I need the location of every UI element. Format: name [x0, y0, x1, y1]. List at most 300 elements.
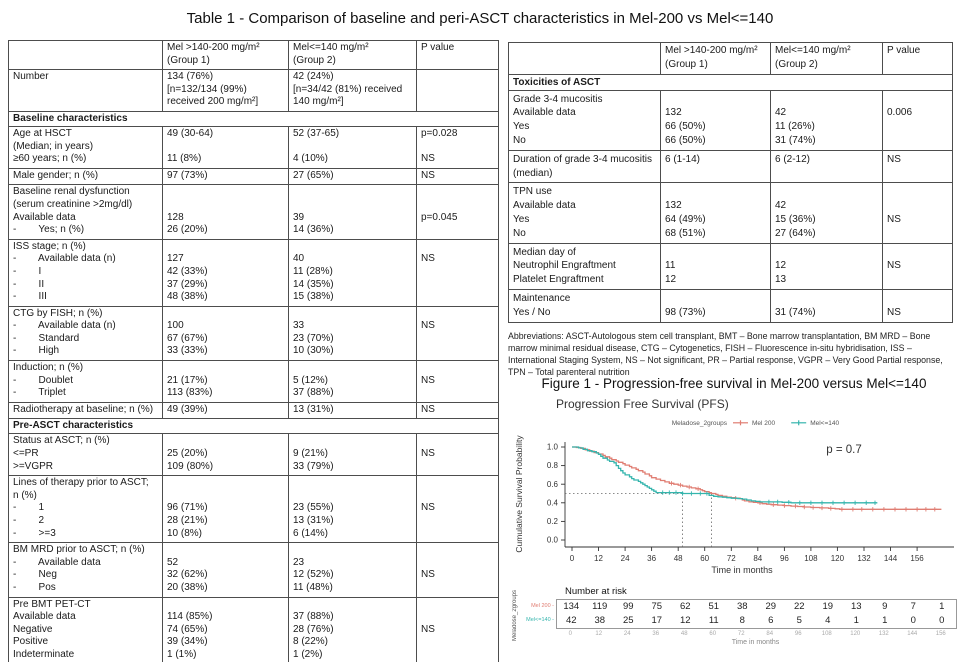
cell-line: 6 (1-14) [665, 153, 701, 165]
value-cell [417, 543, 499, 597]
table-row [509, 150, 953, 183]
cell-line: CTG by FISH; n (%) [13, 307, 103, 319]
page-title: Table 1 - Comparison of baseline and peri-ASCT characteristics in Mel-200 vs Mel<=140 [186, 10, 774, 27]
risk-count: 8 [739, 615, 745, 626]
risk-count: 13 [850, 601, 862, 612]
value-cell [163, 70, 289, 112]
cell-line [665, 292, 766, 306]
x-tick-label: 48 [673, 554, 683, 563]
cell-line: - III [13, 291, 47, 303]
cell-line [775, 246, 878, 260]
cell-line: Radiotherapy at baseline; n (%) [13, 403, 154, 415]
value-cell [289, 168, 417, 185]
cell-line: 10 (8%) [167, 527, 203, 539]
cell-line: 33 [293, 320, 305, 332]
cell-line: 5 (12%) [293, 374, 329, 386]
table-row [9, 306, 499, 360]
cell-line: 28 (76%) [293, 623, 334, 635]
cell-line: Baseline renal dysfunction [13, 186, 130, 198]
y-tick-label: 1.0 [546, 442, 558, 452]
cell-line: 48 (38%) [167, 291, 208, 303]
cell-line: Lines of therapy prior to ASCT; [13, 477, 149, 489]
risk-count: 12 [679, 615, 691, 626]
cell-line: NS [421, 320, 435, 332]
cell-line: 52 (37-65) [293, 127, 340, 139]
cell-line: Available data [513, 200, 576, 212]
risk-time-tick: 96 [794, 631, 802, 637]
risk-count: 1 [882, 615, 888, 626]
cell-line: Platelet Engraftment [513, 274, 604, 286]
risk-time-tick: 84 [766, 631, 774, 637]
cell-line [421, 308, 494, 321]
cell-line [421, 141, 494, 154]
cell-line: - 1 [13, 502, 45, 514]
cell-line: 23 [293, 556, 305, 568]
cell-line [167, 544, 284, 557]
cell-line: 109 (80%) [167, 460, 214, 472]
header-cell [771, 43, 883, 75]
cell-line: - Available data [13, 556, 101, 568]
value-cell [289, 239, 417, 306]
cell-line: Duration of grade 3-4 mucositis [513, 153, 652, 165]
cell-line: 52 [167, 556, 179, 568]
y-axis-title: Cumulative Survival Probability [514, 435, 524, 553]
x-tick-label: 132 [857, 554, 871, 563]
cell-line: 100 [167, 320, 184, 332]
header-cell [417, 41, 499, 70]
risk-count: 11 [708, 615, 719, 626]
value-cell [163, 597, 289, 662]
cell-line: NS [421, 153, 435, 165]
cell-line: - Standard [13, 332, 80, 344]
cell-line [421, 435, 494, 448]
value-cell [163, 185, 289, 239]
cell-line [887, 120, 948, 134]
cell-line: 66 (50%) [665, 121, 706, 133]
cell-line: 98 (73%) [665, 306, 706, 318]
cell-line: 21 (17%) [167, 374, 208, 386]
cell-line: - Available data (n) [13, 320, 116, 332]
cell-line: 11 (8%) [167, 153, 202, 165]
risk-count: 119 [592, 601, 608, 612]
cell-line: 128 [167, 211, 184, 223]
y-tick-label: 0.4 [546, 498, 558, 508]
cell-line [421, 345, 494, 358]
cell-line [887, 246, 948, 260]
cell-line [421, 461, 494, 474]
value-cell [289, 306, 417, 360]
value-cell [417, 126, 499, 168]
cell-line [293, 435, 412, 448]
cell-line [293, 544, 412, 557]
value-cell [661, 90, 771, 150]
cell-line: Induction; n (%) [13, 362, 84, 374]
cell-line [421, 279, 494, 292]
x-tick-label: 144 [883, 554, 898, 563]
row-label-cell [9, 476, 163, 543]
value-cell [417, 476, 499, 543]
risk-time-axis [556, 631, 955, 637]
cell-line: 33 (79%) [293, 460, 334, 472]
cell-line [167, 186, 284, 199]
x-tick-label: 120 [830, 554, 845, 563]
cell-line: Positive [13, 636, 49, 648]
cell-line: p=0.045 [421, 211, 458, 223]
cell-line [421, 528, 494, 541]
cell-line: 127 [167, 253, 184, 265]
x-tick-label: 156 [910, 554, 924, 563]
table-row [509, 289, 953, 322]
value-cell [661, 289, 771, 322]
cell-line: 11 (26%) [775, 121, 815, 133]
cell-line: No [513, 227, 526, 239]
cell-line: 8 (22%) [293, 636, 329, 648]
cell-line [513, 44, 656, 58]
x-tick-label: 96 [779, 554, 789, 563]
value-cell [771, 150, 883, 183]
cell-line [421, 636, 494, 649]
baseline-characteristics-table [8, 40, 499, 662]
cell-line: 49 (39%) [167, 403, 208, 415]
header-empty-cell [9, 41, 163, 70]
x-tick-label: 12 [594, 554, 603, 563]
table-row [9, 402, 499, 419]
cell-line [775, 167, 878, 181]
cell-line [421, 224, 494, 237]
cell-line: - Doublet [13, 374, 74, 386]
cell-line [421, 557, 494, 570]
cell-line: 13 (31%) [293, 403, 334, 415]
risk-time-tick: 132 [878, 631, 889, 637]
cell-line [887, 273, 948, 287]
cell-line: NS [887, 260, 901, 272]
cell-line: Available data [13, 211, 76, 223]
value-cell [417, 361, 499, 403]
cell-line [293, 308, 412, 321]
cell-line [167, 199, 284, 212]
risk-count: 17 [651, 615, 663, 626]
cell-line: 28 (21%) [167, 515, 208, 526]
cell-line: NS [887, 153, 901, 165]
value-cell [417, 402, 499, 419]
risk-count: 25 [622, 615, 634, 626]
row-label-cell [9, 543, 163, 597]
table-row [9, 70, 499, 112]
cell-line: 11 [665, 260, 676, 272]
cell-line: 6 (2-12) [775, 153, 811, 165]
x-tick-label: 72 [726, 554, 736, 563]
cell-line [887, 93, 948, 107]
cell-line: 13 (31%) [293, 515, 334, 526]
row-label-cell [509, 90, 661, 150]
cell-line [13, 42, 158, 55]
cell-line: 12 [775, 260, 787, 272]
cell-line: - Triplet [13, 387, 66, 399]
cell-line: 140 mg/m²] [293, 96, 344, 108]
cell-line: NS [421, 502, 435, 514]
table-row [9, 168, 499, 185]
figure-title: Figure 1 - Progression-free survival in Mel-200 versus Mel<=140 [541, 376, 927, 391]
risk-count: 62 [679, 601, 691, 612]
cell-line: 14 (35%) [293, 278, 334, 290]
cell-line: 132 [665, 107, 682, 119]
row-label-cell [9, 402, 163, 419]
cell-line: 11 (28%) [293, 265, 333, 277]
cell-line: - 2 [13, 515, 45, 526]
cell-line: 68 (51%) [665, 227, 706, 239]
risk-count: 5 [796, 615, 802, 626]
cell-line: p=0.028 [421, 127, 458, 139]
cell-line: Male gender; n (%) [13, 169, 99, 181]
cell-line [167, 435, 284, 448]
cell-line: (Group 2) [293, 54, 336, 66]
row-label-cell [9, 126, 163, 168]
risk-count: 1 [853, 615, 859, 626]
kaplan-meier-chart [512, 412, 960, 585]
header-cell [661, 43, 771, 75]
table-row [9, 111, 499, 126]
cell-line [421, 199, 494, 212]
value-cell [661, 150, 771, 183]
cell-line [421, 599, 494, 612]
cell-line [421, 266, 494, 279]
row-label-cell [9, 306, 163, 360]
figure-subtitle: Progression Free Survival (PFS) [556, 397, 729, 411]
cell-line: 31 (74%) [775, 306, 816, 318]
value-cell [661, 183, 771, 243]
cell-line [167, 490, 284, 503]
section-header-cell: Baseline characteristics [9, 111, 499, 126]
cell-line: 12 [665, 274, 677, 286]
cell-line: 74 (65%) [167, 623, 208, 635]
cell-line: 12 (52%) [293, 569, 334, 581]
cell-line: P value [421, 42, 455, 53]
cell-line: - I [13, 265, 42, 277]
risk-time-axis-label: Time in months [731, 639, 780, 646]
row-label-cell [9, 70, 163, 112]
number-at-risk-table [556, 599, 957, 629]
value-cell [289, 185, 417, 239]
risk-time-tick: 60 [709, 631, 717, 637]
cell-line: Yes / No [513, 306, 551, 318]
risk-count: 42 [565, 615, 577, 626]
value-cell [163, 476, 289, 543]
toxicities-table [508, 42, 953, 323]
cell-line: Maintenance [513, 292, 571, 304]
value-cell [417, 434, 499, 476]
cell-line [421, 71, 494, 84]
p-value-annotation: p = 0.7 [826, 444, 862, 456]
cell-line: NS [887, 306, 901, 318]
x-tick-label: 84 [753, 554, 763, 563]
cell-line: - Neg [13, 569, 57, 581]
cell-line [421, 649, 494, 662]
cell-line [421, 387, 494, 400]
cell-line [421, 544, 494, 557]
y-tick-label: 0.6 [546, 479, 558, 489]
cell-line: (Group 2) [775, 58, 818, 70]
cell-line: NS [421, 253, 435, 265]
cell-line: NS [421, 623, 435, 635]
value-cell [771, 289, 883, 322]
risk-count: 0 [939, 615, 945, 626]
cell-line [887, 134, 948, 148]
cell-line [293, 362, 412, 375]
value-cell [289, 70, 417, 112]
value-cell [289, 361, 417, 403]
cell-line: 132 [665, 200, 682, 212]
table-row [9, 419, 499, 434]
number-at-risk-title: Number at risk [565, 586, 627, 597]
value-cell [771, 183, 883, 243]
value-cell [289, 402, 417, 419]
section-header-cell: Toxicities of ASCT [509, 74, 953, 90]
value-cell [883, 289, 953, 322]
value-cell [883, 183, 953, 243]
cell-line: 10 (30%) [293, 345, 334, 357]
table-row [9, 597, 499, 662]
cell-line: 9 (21%) [293, 448, 329, 460]
cell-line: 23 (55%) [293, 502, 334, 514]
cell-line [293, 477, 412, 490]
risk-time-tick: 144 [907, 631, 918, 637]
cell-line: NS [887, 213, 901, 225]
cell-line [665, 93, 766, 107]
value-cell [417, 168, 499, 185]
row-label-cell [509, 243, 661, 289]
cell-line [421, 477, 494, 490]
cell-line: 25 (20%) [167, 448, 208, 460]
cell-line [167, 599, 284, 612]
cell-line: ≥60 years; n (%) [13, 153, 87, 165]
cell-line [167, 141, 284, 154]
cell-line: NS [421, 569, 435, 581]
abbreviations-note: Abbreviations: ASCT-Autologous stem cell transplant, BMT – Bone marrow transplantation, BM MRD – Bone marrow minimal residual disease, CTG – Cytogenetics, FISH – Fluorescence in-situ hybridisation, ISS – International Staging System, NS – Not significant, PR – Partial response, VGPR – Very Good Partial response, TPN – Total parenteral nutrition [508, 331, 943, 377]
cell-line [421, 611, 494, 624]
section-header-cell: Pre-ASCT characteristics [9, 419, 499, 434]
cell-line: 15 (38%) [293, 291, 334, 303]
cell-line [293, 186, 412, 199]
cell-line: Median day of [513, 246, 576, 258]
cell-line: 13 [775, 274, 787, 286]
cell-line [421, 241, 494, 254]
risk-count: 134 [563, 601, 580, 612]
cell-line: BM MRD prior to ASCT; n (%) [13, 544, 145, 556]
table-row [9, 476, 499, 543]
cell-line: Mel >140-200 mg/m² [167, 42, 260, 53]
cell-line: Negative [13, 623, 53, 635]
risk-count: 29 [765, 601, 777, 612]
row-label-cell [9, 361, 163, 403]
cell-line: No [513, 134, 526, 146]
cell-line [775, 185, 878, 199]
cell-line: [n=34/42 (81%) received [293, 83, 403, 95]
cell-line: NS [421, 403, 435, 415]
value-cell [883, 243, 953, 289]
x-tick-label: 0 [569, 554, 575, 563]
cell-line: 39 [293, 211, 305, 223]
risk-count: 1 [939, 601, 945, 612]
value-cell [417, 239, 499, 306]
cell-line: TPN use [513, 186, 552, 198]
value-cell [289, 543, 417, 597]
risk-count: 99 [622, 601, 634, 612]
header-cell [289, 41, 417, 70]
risk-axis-label: Meladose_2groups [512, 589, 518, 641]
risk-time-tick: 48 [680, 631, 688, 637]
cell-line: 49 (30-64) [167, 127, 214, 139]
risk-time-tick: 156 [935, 631, 946, 637]
cell-line: 33 (33%) [167, 345, 208, 357]
cell-line: 4 (10%) [293, 153, 329, 165]
risk-time-tick: 72 [737, 631, 745, 637]
cell-line [665, 167, 766, 181]
cell-line [887, 199, 948, 213]
row-label-cell [9, 168, 163, 185]
table-row [9, 361, 499, 403]
value-cell [883, 90, 953, 150]
cell-line: 32 (62%) [167, 569, 208, 581]
cell-line [665, 185, 766, 199]
header-empty-cell [509, 43, 661, 75]
cell-line: (Group 1) [167, 54, 210, 66]
y-tick-label: 0.8 [546, 461, 558, 471]
cell-line: 1 (1%) [167, 648, 197, 660]
value-cell [883, 150, 953, 183]
cell-line: 15 (36%) [775, 213, 816, 225]
risk-time-tick: 120 [850, 631, 861, 637]
cell-line: - Pos [13, 581, 56, 593]
table-row [9, 434, 499, 476]
cell-line: 31 (74%) [775, 134, 816, 146]
x-tick-label: 24 [620, 554, 630, 563]
table-body [9, 70, 499, 662]
cell-line [421, 186, 494, 199]
cell-line: Pre BMT PET-CT [13, 598, 91, 610]
risk-count: 9 [882, 601, 888, 612]
cell-line: Mel >140-200 mg/m² [665, 45, 758, 56]
risk-count: 19 [822, 601, 834, 612]
risk-time-tick: 12 [595, 631, 603, 637]
row-label-cell [509, 150, 661, 183]
table-row [9, 543, 499, 597]
cell-line [421, 582, 494, 595]
km-curve [572, 447, 941, 509]
risk-count: 6 [768, 615, 774, 626]
cell-line: 23 (70%) [293, 332, 334, 344]
risk-count: 22 [793, 601, 805, 612]
risk-count: 0 [910, 615, 916, 626]
legend-label: Mel<=140 [810, 420, 840, 427]
cell-line: 114 (85%) [167, 611, 213, 623]
cell-line: Mel<=140 mg/m² [775, 45, 851, 56]
cell-line: P value [887, 45, 921, 56]
table-row [9, 185, 499, 239]
cell-line: - Available data (n) [13, 253, 116, 265]
value-cell [661, 243, 771, 289]
x-tick-label: 60 [700, 554, 710, 563]
value-cell [163, 543, 289, 597]
table-body [509, 74, 953, 322]
table-row [509, 74, 953, 90]
cell-line [293, 599, 412, 612]
risk-row-label: Mel<=140 - [526, 617, 554, 623]
table-header [509, 43, 953, 75]
risk-row [557, 614, 956, 628]
y-tick-label: 0.2 [546, 517, 558, 526]
cell-line: 0.006 [887, 107, 913, 119]
cell-line: 97 (73%) [167, 169, 208, 181]
